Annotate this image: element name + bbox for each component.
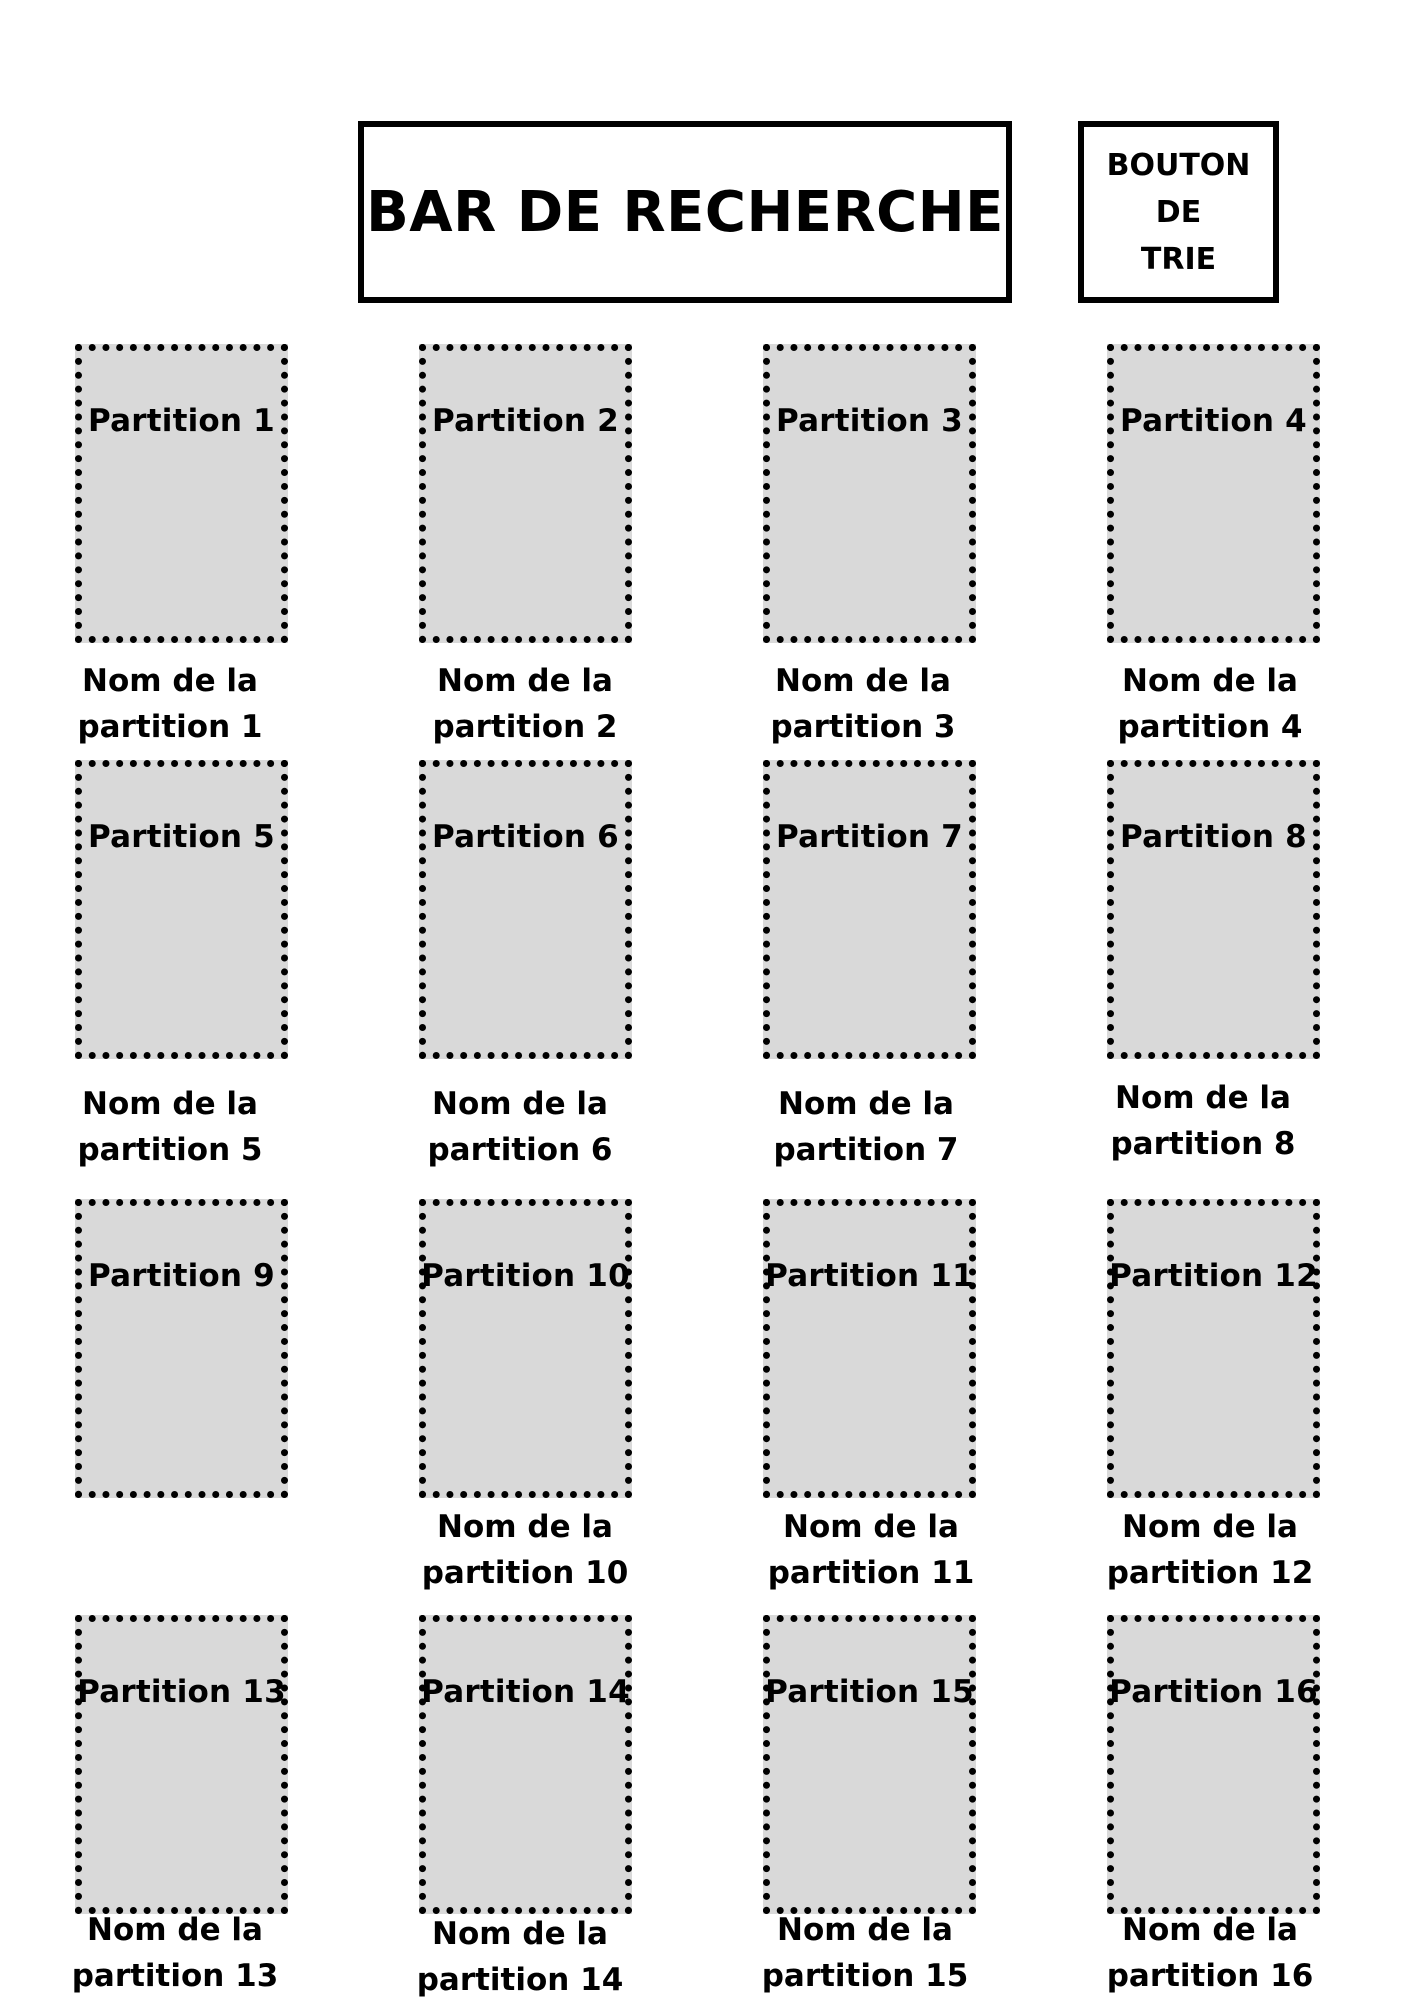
partition-card-2[interactable] [419,344,632,643]
partition-name: Nom de la partition 15 [761,1912,969,1994]
partition-title: Partition 4 [1120,403,1307,439]
partition-name: Nom de la partition 7 [773,1086,959,1168]
partition-name: Nom de la partition 1 [77,663,263,745]
partition-title: Partition 5 [88,819,275,855]
partition-name: Nom de la partition 3 [770,663,956,745]
search-bar[interactable]: BAR DE RECHERCHE [358,121,1012,303]
partition-card-8[interactable] [1107,760,1320,1059]
partition-name: Nom de la partition 12 [1106,1509,1314,1591]
partition-title: Partition 1 [88,403,275,439]
partition-title: Partition 10 [421,1258,630,1294]
partition-title: Partition 8 [1120,819,1307,855]
partition-card-7[interactable] [763,760,976,1059]
partition-card-16[interactable] [1107,1615,1320,1914]
partition-name: Nom de la partition 4 [1117,663,1303,745]
partition-name: Nom de la partition 16 [1106,1912,1314,1994]
partition-name: Nom de la partition 2 [432,663,618,745]
partition-title: Partition 6 [432,819,619,855]
partition-title: Partition 9 [88,1258,275,1294]
sort-button[interactable]: BOUTON DE TRIE [1078,121,1279,303]
partition-card-3[interactable] [763,344,976,643]
partition-title: Partition 2 [432,403,619,439]
partition-card-4[interactable] [1107,344,1320,643]
partition-title: Partition 7 [776,819,963,855]
partition-name: Nom de la partition 10 [421,1509,629,1591]
partition-card-1[interactable] [75,344,288,643]
partition-card-6[interactable] [419,760,632,1059]
partition-name: Nom de la partition 11 [767,1509,975,1591]
partition-card-15[interactable] [763,1615,976,1914]
partition-card-9[interactable] [75,1199,288,1498]
partition-name: Nom de la partition 8 [1110,1080,1296,1162]
partition-title: Partition 15 [765,1674,974,1710]
partition-title: Partition 14 [421,1674,630,1710]
partition-name: Nom de la partition 13 [71,1912,279,1994]
partition-title: Partition 16 [1109,1674,1318,1710]
partition-title: Partition 11 [765,1258,974,1294]
partition-name: Nom de la partition 14 [416,1916,624,1998]
partition-title: Partition 13 [77,1674,286,1710]
partition-card-13[interactable] [75,1615,288,1914]
partition-title: Partition 12 [1109,1258,1318,1294]
partition-title: Partition 3 [776,403,963,439]
partition-card-14[interactable] [419,1615,632,1914]
partition-card-5[interactable] [75,760,288,1059]
partition-card-11[interactable] [763,1199,976,1498]
partition-card-10[interactable] [419,1199,632,1498]
partition-name: Nom de la partition 5 [77,1086,263,1168]
partition-name: Nom de la partition 6 [427,1086,613,1168]
partition-card-12[interactable] [1107,1199,1320,1498]
